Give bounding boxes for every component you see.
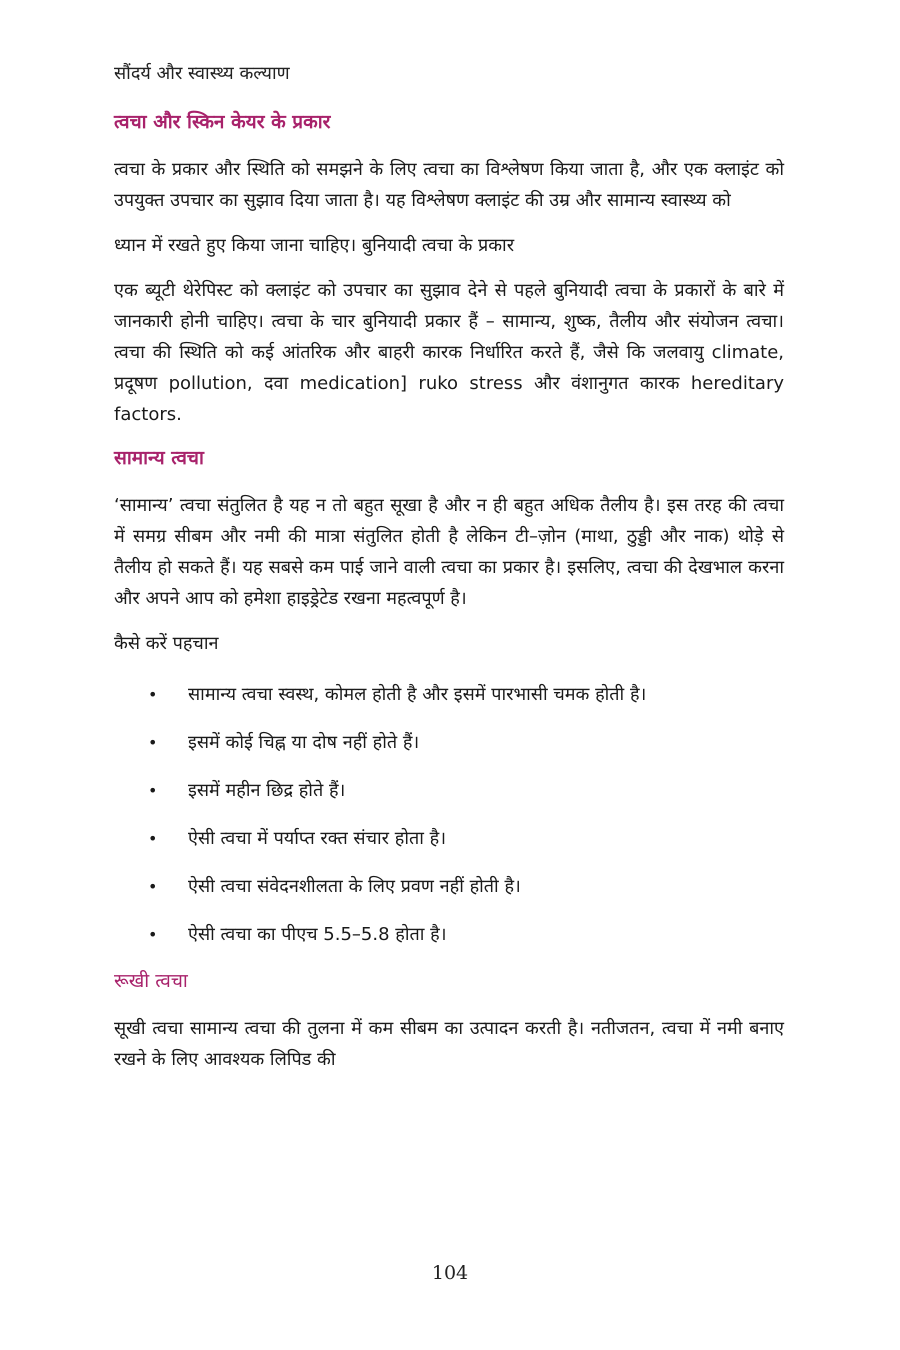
list-item-text: इसमें कोई चिह्न या दोष नहीं होते हैं। [188, 732, 420, 753]
list-item-text: ऐसी त्वचा में पर्याप्त रक्त संचार होता है। [188, 828, 447, 849]
list-item-text: ऐसी त्वचा संवेदनशीलता के लिए प्रवण नहीं होती है। [188, 876, 521, 897]
bullet-icon: • [148, 877, 158, 896]
section-heading-skin-types: त्वचा और स्किन केयर के प्रकार [114, 111, 331, 133]
list-item [114, 823, 784, 854]
identify-label: कैसे करें पहचान [114, 633, 219, 654]
list-item [114, 871, 784, 902]
list-item [114, 775, 784, 806]
paragraph-dry-skin: सूखी त्वचा सामान्य त्वचा की तुलना में कम सीबम का उत्पादन करती है। नतीजतन, त्वचा में नमी बनाए रखने के लिए आवश्यक लिपिड की [114, 1018, 784, 1070]
list-item-text: सामान्य त्वचा स्वस्थ, कोमल होती है और इसमें पारभासी चमक होती है। [188, 684, 647, 705]
bullet-icon: • [148, 733, 158, 752]
section-heading-dry-skin: रूखी त्वचा [114, 970, 188, 992]
page-content [114, 60, 784, 1089]
bullet-icon: • [148, 925, 158, 944]
running-header: सौंदर्य और स्वास्थ्य कल्याण [114, 63, 290, 84]
list-item-text: इसमें महीन छिद्र होते हैं। [188, 780, 346, 801]
list-item [114, 919, 784, 950]
paragraph-four-skin-types: एक ब्यूटी थेरेपिस्ट को क्लाइंट को उपचार का सुझाव देने से पहले बुनियादी त्वचा के प्रकारों के बारे में जानकारी होनी चाहिए। त्वचा के चार बुनियादी प्रकार हैं – सामान्य, शुष्क, तैलीय और संयोजन त्वचा। त्वचा की स्थिति को कई आंतरिक और बाहरी कारक निर्धारित करते हैं, जैसे कि जलवायु climate, प्रदूषण pollution, दवा medication] ruko stress और वंशानुगत कारक hereditary factors. [114, 280, 784, 425]
paragraph-normal-skin: ‘सामान्य’ त्वचा संतुलित है यह न तो बहुत सूखा है और न ही बहुत अधिक तैलीय है। इस तरह की त्वचा में समग्र सीबम और नमी की मात्रा संतुलित होती है लेकिन टी–ज़ोन (माथा, ठुड्डी और नाक) थोड़े से तैलीय हो सकते हैं। यह सबसे कम पाई जाने वाली त्वचा का प्रकार है। इसलिए, त्वचा की देखभाल करना और अपने आप को हमेशा हाइड्रेटेड रखना महत्वपूर्ण है। [114, 495, 784, 609]
normal-skin-bullet-list [114, 679, 784, 950]
bullet-icon: • [148, 781, 158, 800]
section-heading-normal-skin: सामान्य त्वचा [114, 447, 204, 469]
paragraph-skin-analysis: त्वचा के प्रकार और स्थिति को समझने के लिए त्वचा का विश्लेषण किया जाता है, और एक क्लाइंट को उपयुक्त उपचार का सुझाव दिया जाता है। यह विश्लेषण क्लाइंट की उम्र और सामान्य स्वास्थ्य को [114, 159, 784, 211]
list-item [114, 727, 784, 758]
page-number: 104 [431, 1262, 469, 1284]
paragraph-basic-types-intro: ध्यान में रखते हुए किया जाना चाहिए। बुनियादी त्वचा के प्रकार [114, 235, 515, 256]
bullet-icon: • [148, 829, 158, 848]
list-item-text: ऐसी त्वचा का पीएच 5.5–5.8 होता है। [188, 924, 447, 945]
bullet-icon: • [148, 685, 158, 704]
list-item [114, 679, 784, 710]
